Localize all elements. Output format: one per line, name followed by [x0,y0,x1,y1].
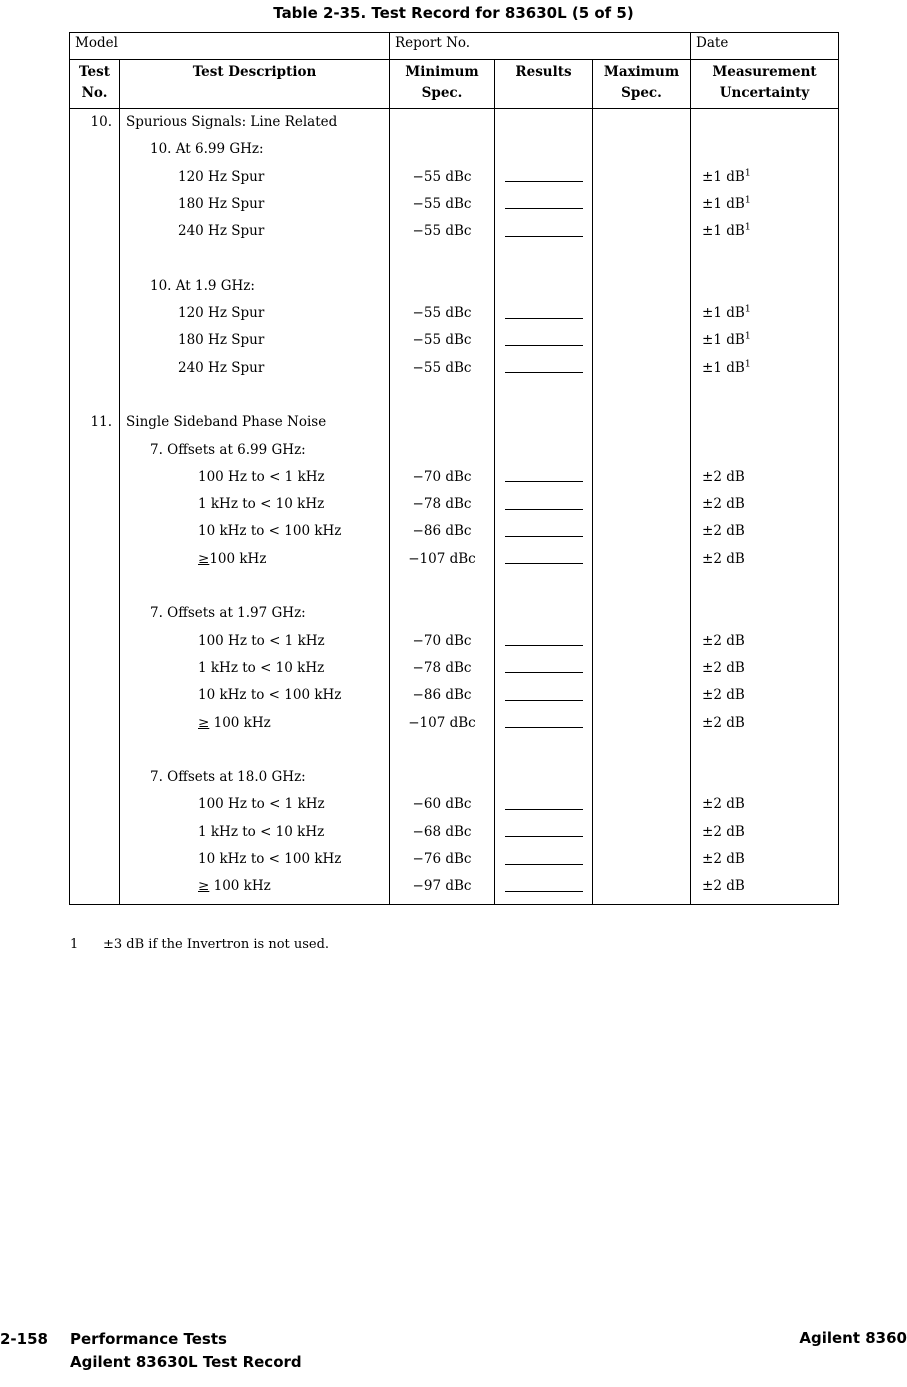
test-no-lines [70,109,119,901]
results-fill-in-blank[interactable] [495,873,592,900]
spacer-line [593,355,690,382]
results-fill-in-blank[interactable] [495,191,592,218]
uncertainty-value: ±1 $dB^1$ [702,330,751,349]
test-description-line: Single Sideband Phase Noise [126,414,327,431]
uncertainty-value: ±2 dB [702,523,745,540]
results-fill-in-blank[interactable] [495,791,592,818]
test-description-line: 7. Offsets at 18.0 GHz: [150,769,306,786]
results-lines[interactable] [495,109,592,901]
minimum-spec-value: −55 dBc [412,195,472,212]
results-fill-in-blank[interactable] [495,327,592,354]
test-no-empty [70,164,119,191]
test-no-empty [70,300,119,327]
uncertainty-value: ±2 dB [702,496,745,513]
minimum-spec-value: −70 dBc [412,632,472,649]
test-description-line: 1 kHz to < 10 kHz [198,496,325,513]
spacer-line [120,382,389,409]
col-header-description [120,60,390,109]
test-no-empty [70,710,119,737]
minimum-spec-lines [390,109,494,901]
cell-minimum-spec [390,109,495,905]
col-header-minimum-line1: Minimum [405,64,479,80]
test-no-empty [70,382,119,409]
minimum-spec-value: −97 dBc [412,878,472,895]
col-header-maximum-line2: Spec. [621,84,662,101]
spacer-line [593,109,690,136]
col-header-maximum-line1: Maximum [603,64,680,80]
test-description-line: ≥ 100 kHz [198,714,271,731]
uncertainty-lines [691,109,838,901]
results-fill-in-blank[interactable] [495,710,592,737]
footnote-marker: 1 [744,221,751,233]
spacer-line [593,518,690,545]
minimum-spec-value: −55 dBc [412,332,472,349]
uncertainty-value: ±1 $dB^1$ [702,358,751,376]
spacer-line [495,273,592,300]
spacer-line [691,573,838,600]
spacer-line [593,764,690,791]
results-fill-in-blank[interactable] [495,464,592,491]
minimum-spec-value: −55 dBc [412,305,472,322]
minimum-spec-value: −107 dBc [408,550,476,567]
spacer-line [495,245,592,272]
underline-rule[interactable] [505,359,583,373]
spacer-line [691,109,838,136]
uncertainty-value: ±2 dB [702,632,745,649]
spacer-line [495,136,592,163]
minimum-spec-value: −68 dBc [412,823,472,840]
underline-rule[interactable] [505,687,583,701]
test-description-line: 10 kHz to < 100 kHz [198,523,342,540]
spacer-line [495,382,592,409]
test-description-line: ≥100 kHz [198,550,267,567]
spacer-line [691,437,838,464]
test-no-empty [70,464,119,491]
test-no-empty [70,737,119,764]
minimum-spec-value: −55 dBc [412,359,472,376]
test-no-empty [70,327,119,354]
spacer-line [691,245,838,272]
spacer-line [593,546,690,573]
footnote-marker: 1 [744,303,751,315]
test-description-line: 100 Hz to < 1 kHz [198,632,325,649]
underline-rule[interactable] [505,305,583,319]
col-header-description-line2: Test Description [192,64,317,80]
underline-rule[interactable] [505,659,583,673]
underline-rule[interactable] [505,714,583,728]
cell-description [120,109,390,905]
spacer-line [495,737,592,764]
underline-rule[interactable] [505,468,583,482]
minimum-spec-value: −70 dBc [412,468,472,485]
test-description-line: 180 Hz Spur [178,332,265,349]
spacer-line [390,382,494,409]
test-no-empty [70,600,119,627]
test-description-line: 120 Hz Spur [178,305,265,322]
spacer-line [593,218,690,245]
minimum-spec-value: −78 dBc [412,659,472,676]
test-description-line: ≥ 100 kHz [198,878,271,895]
spacer-line [593,327,690,354]
test-no-empty [70,573,119,600]
spacer-line [390,600,494,627]
underline-rule[interactable] [505,496,583,510]
spacer-line [495,573,592,600]
underline-rule[interactable] [505,851,583,865]
spacer-line [120,737,389,764]
results-fill-in-blank[interactable] [495,218,592,245]
spacer-line [593,819,690,846]
table-body-row [70,109,839,905]
uncertainty-value: ±2 dB [702,550,745,567]
col-header-results-line2: Results [515,64,572,80]
test-no-empty [70,191,119,218]
maximum-spec-lines [593,109,690,901]
table-column-header-row [70,60,839,109]
test-no-empty [70,628,119,655]
test-no-empty [70,136,119,163]
spacer-line [120,245,389,272]
results-fill-in-blank[interactable] [495,655,592,682]
spacer-line [593,191,690,218]
test-record-table [69,32,839,905]
test-no-empty [70,437,119,464]
minimum-spec-value: −55 dBc [412,168,472,185]
test-no-value: 11. [90,414,112,431]
test-no-empty [70,873,119,900]
results-fill-in-blank[interactable] [495,682,592,709]
spacer-line [593,491,690,518]
test-description-line: 10 kHz to < 100 kHz [198,851,342,868]
results-fill-in-blank[interactable] [495,164,592,191]
test-no-empty [70,819,119,846]
test-no-empty [70,791,119,818]
spacer-line [593,382,690,409]
spacer-line [495,764,592,791]
footer-left [0,1328,302,1373]
test-no-empty [70,655,119,682]
spacer-line [593,873,690,900]
uncertainty-value: ±2 dB [702,687,745,704]
footnote-marker: 1 [744,167,751,179]
test-no-empty [70,273,119,300]
spacer-line [593,791,690,818]
underline-rule[interactable] [505,195,583,209]
test-description-line: 120 Hz Spur [178,168,265,185]
underline-rule[interactable] [505,223,583,237]
description-lines [120,109,389,901]
uncertainty-value: ±2 dB [702,878,745,895]
uncertainty-value: ±2 dB [702,714,745,731]
test-no-empty [70,218,119,245]
test-description-line: 10. At 1.9 GHz: [150,277,255,294]
test-description-line: 100 Hz to < 1 kHz [198,468,325,485]
test-description-line: 7. Offsets at 1.97 GHz: [150,605,306,622]
test-no-empty [70,355,119,382]
minimum-spec-value: −107 dBc [408,714,476,731]
cell-measurement-uncertainty [691,109,839,905]
test-description-line: 240 Hz Spur [178,359,265,376]
uncertainty-value: ±2 dB [702,468,745,485]
test-no-empty [70,518,119,545]
minimum-spec-value: −55 dBc [412,223,472,240]
minimum-spec-value: −86 dBc [412,523,472,540]
footnote-marker: 1 [744,194,751,206]
uncertainty-value: ±1 $dB^1$ [702,167,751,185]
footer-spacer [0,1351,70,1374]
underline-rule[interactable] [505,332,583,346]
spacer-line [390,136,494,163]
underline-rule[interactable] [505,878,583,892]
spacer-line [593,710,690,737]
spacer-line [593,300,690,327]
spacer-line [593,737,690,764]
test-no-empty [70,764,119,791]
underline-rule[interactable] [505,550,583,564]
spacer-line [691,737,838,764]
header-date: Date [691,33,839,60]
uncertainty-value: ±1 $dB^1$ [702,194,751,212]
test-no-value: 10. [90,114,112,130]
minimum-spec-value: −78 dBc [412,496,472,513]
test-no-empty [70,245,119,272]
spacer-line [390,409,494,436]
spacer-line [593,409,690,436]
underline-rule[interactable] [505,168,583,182]
uncertainty-value: ±1 $dB^1$ [702,221,751,240]
table-header-identification-row [70,33,839,60]
test-description-line: Spurious Signals: Line Related [126,114,338,130]
footer-page-number: 2-158 [0,1330,48,1348]
col-header-uncertainty-line2: Uncertainty [719,84,810,101]
spacer-line [593,437,690,464]
col-header-minimum-line2: Spec. [421,84,463,101]
spacer-line [593,273,690,300]
spacer-line [495,109,592,136]
minimum-spec-value: −60 dBc [412,796,472,813]
spacer-line [691,382,838,409]
col-header-test-no-line1: Test [79,64,110,80]
spacer-line [593,573,690,600]
col-header-minimum-spec [390,60,495,109]
test-description-line: 7. Offsets at 6.99 GHz: [150,441,306,458]
underline-rule[interactable] [505,632,583,646]
footnote-text: ±3 dB if the Invertron is not used. [103,937,330,952]
test-description-line: 240 Hz Spur [178,223,265,240]
col-header-results [495,60,593,109]
uncertainty-value: ±2 dB [702,851,745,868]
spacer-line [390,764,494,791]
cell-test-no [70,109,120,905]
spacer-line [593,846,690,873]
col-header-test-no [70,60,120,109]
spacer-line [120,573,389,600]
test-description-line: 10 kHz to < 100 kHz [198,687,342,704]
spacer-line [390,273,494,300]
uncertainty-value: ±2 dB [702,659,745,676]
spacer-line [593,245,690,272]
spacer-line [593,164,690,191]
test-no-empty [70,491,119,518]
test-description-line: 100 Hz to < 1 kHz [198,796,325,813]
spacer-line [495,437,592,464]
spacer-line [691,136,838,163]
spacer-line [593,628,690,655]
cell-maximum-spec [593,109,691,905]
results-fill-in-blank[interactable] [495,518,592,545]
spacer-line [593,464,690,491]
spacer-line [390,245,494,272]
spacer-line [593,136,690,163]
spacer-line [593,682,690,709]
header-model: Model [70,33,390,60]
spacer-line [593,600,690,627]
spacer-line [593,655,690,682]
col-header-test-no-line2: No. [81,84,108,101]
spacer-line [390,573,494,600]
footnote-marker: 1 [744,358,751,370]
header-report-no: Report No. [390,33,691,60]
col-header-uncertainty-line1: Measurement [712,64,817,80]
spacer-line [691,764,838,791]
results-fill-in-blank[interactable] [495,628,592,655]
underline-rule[interactable] [505,796,583,810]
spacer-line [691,273,838,300]
uncertainty-value: ±1 $dB^1$ [702,303,751,322]
uncertainty-value: ±2 dB [702,823,745,840]
col-header-measurement-uncertainty [691,60,839,109]
spacer-line [390,437,494,464]
minimum-spec-value: −76 dBc [412,851,472,868]
spacer-line [495,600,592,627]
uncertainty-value: ±2 dB [702,796,745,813]
underline-rule[interactable] [505,823,583,837]
test-description-line: 1 kHz to < 10 kHz [198,823,325,840]
spacer-line [390,737,494,764]
footnote-marker: 1 [744,330,751,342]
results-fill-in-blank[interactable] [495,846,592,873]
footer-subsection: Agilent 83630L Test Record [70,1352,302,1371]
cell-results [495,109,593,905]
test-no-empty [70,846,119,873]
spacer-line [691,409,838,436]
footer-section: Performance Tests [70,1330,227,1348]
results-fill-in-blank[interactable] [495,355,592,382]
minimum-spec-value: −86 dBc [412,687,472,704]
footnote [70,937,329,952]
results-fill-in-blank[interactable] [495,300,592,327]
test-description-line: 10. At 6.99 GHz: [150,141,264,158]
footer-right: Agilent 8360 [799,1329,907,1347]
spacer-line [691,600,838,627]
results-fill-in-blank[interactable] [495,546,592,573]
footnote-number: 1 [70,937,79,952]
test-description-line: 180 Hz Spur [178,195,265,212]
spacer-line [495,409,592,436]
underline-rule[interactable] [505,523,583,537]
results-fill-in-blank[interactable] [495,819,592,846]
test-no-empty [70,682,119,709]
spacer-line [390,109,494,136]
test-no-empty [70,546,119,573]
page-title: Table 2-35. Test Record for 83630L (5 of 5) [273,4,634,22]
test-description-line: 1 kHz to < 10 kHz [198,659,325,676]
results-fill-in-blank[interactable] [495,491,592,518]
col-header-maximum-spec [593,60,691,109]
